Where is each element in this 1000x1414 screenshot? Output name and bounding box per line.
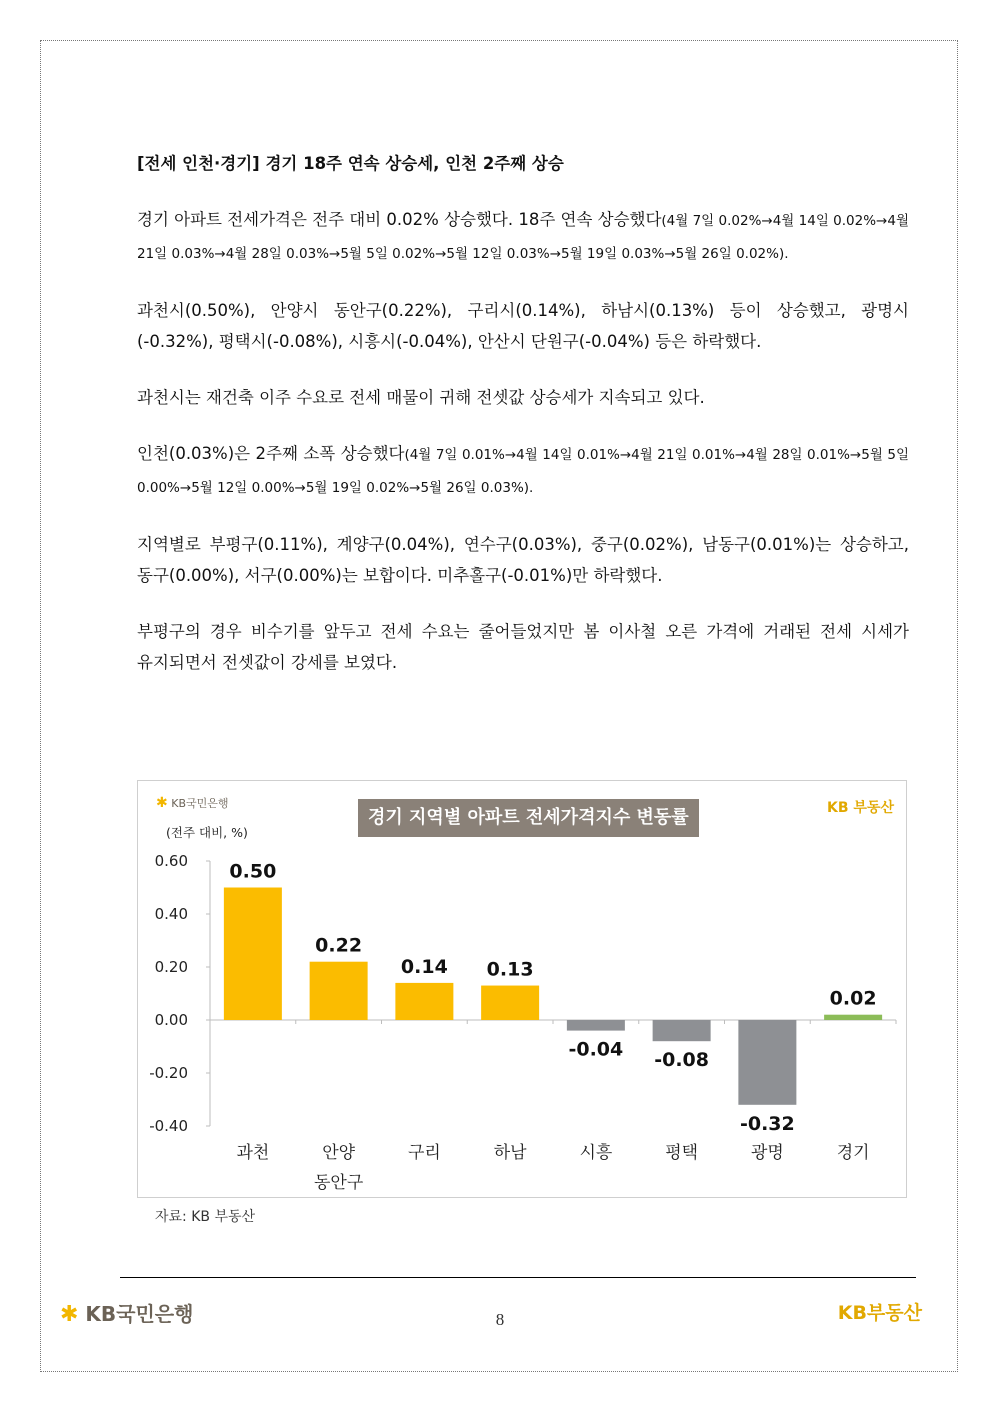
page-number: 8	[495, 1310, 505, 1329]
x-category-label: 과천	[236, 1143, 270, 1163]
y-tick-label: -0.20	[149, 1064, 188, 1082]
paragraph-2: 과천시(0.50%), 안양시 동안구(0.22%), 구리시(0.14%), 하남시(0.13%) 등이 상승했고, 광명시(-0.32%), 평택시(-0.08%), 시흥시(-0.04%), 안산시 단원구(-0.04%) 등은 하락했다.	[137, 301, 909, 351]
data-label: -0.08	[654, 1049, 710, 1072]
data-label: -0.04	[568, 1038, 624, 1061]
data-label: -0.32	[739, 1112, 795, 1135]
y-tick-label: 0.40	[154, 905, 188, 923]
x-category-label: 구리	[407, 1143, 441, 1163]
paragraph-1	[137, 204, 909, 270]
paragraph-1-main: 경기 아파트 전세가격은 전주 대비 0.02% 상승했다. 18주 연속 상승했다	[137, 210, 662, 229]
article-body	[137, 150, 909, 703]
data-label: 0.13	[486, 958, 534, 981]
bar	[481, 986, 539, 1020]
footer-land-logo: KB부동산	[837, 1302, 922, 1324]
x-category-label: 동안구	[313, 1173, 364, 1193]
paragraph-4-detail: (4월 7일 0.01%→4월 14일 0.01%→4월 21일 0.01%→4월 28일 0.01%→5월 5일 0.00%→5월 12일 0.00%→5월 19일 0.02%→5월 26일 0.03%).	[137, 447, 909, 496]
chart-unit-label: (전주 대비, %)	[166, 825, 248, 840]
y-tick-label: 0.60	[154, 852, 188, 870]
data-label: 0.22	[315, 934, 363, 957]
bar	[224, 888, 282, 1021]
data-label: 0.02	[829, 987, 877, 1010]
chart-container	[137, 780, 907, 1198]
footer-divider	[120, 1277, 916, 1278]
x-category-label: 평택	[665, 1143, 699, 1163]
section-heading: [전세 인천·경기] 경기 18주 연속 상승세, 인천 2주째 상승	[137, 154, 564, 173]
x-category-label: 광명	[750, 1143, 784, 1163]
x-category-label: 하남	[493, 1143, 527, 1163]
data-label: 0.50	[229, 860, 277, 883]
x-category-label: 안양	[322, 1143, 356, 1163]
paragraph-3: 과천시는 재건축 이주 수요로 전세 매물이 귀해 전셋값 상승세가 지속되고 있다.	[137, 388, 705, 407]
bar	[567, 1020, 625, 1031]
kb-star-icon: ✱	[60, 1302, 79, 1327]
chart-title: 경기 지역별 아파트 전세가격지수 변동률	[358, 799, 699, 837]
bar	[738, 1020, 796, 1105]
y-tick-label: -0.40	[149, 1117, 188, 1135]
y-tick-label: 0.20	[154, 958, 188, 976]
chart-source: 자료: KB 부동산	[155, 1209, 256, 1225]
x-category-label: 경기	[836, 1143, 870, 1163]
paragraph-5: 지역별로 부평구(0.11%), 계양구(0.04%), 연수구(0.03%), 중구(0.02%), 남동구(0.01%)는 상승하고, 동구(0.00%), 서구(0.00%)는 보합이다. 미추홀구(-0.01%)만 하락했다.	[137, 535, 909, 585]
paragraph-4-main: 인천(0.03%)은 2주째 소폭 상승했다	[137, 444, 405, 463]
kb-star-icon: ✱	[156, 795, 168, 811]
x-category-label: 시흥	[579, 1143, 613, 1163]
bar-chart	[138, 781, 908, 1199]
data-label: 0.14	[400, 955, 448, 978]
bar	[824, 1015, 882, 1020]
footer-bank-name: KB국민은행	[85, 1302, 194, 1326]
y-tick-label: 0.00	[154, 1011, 188, 1029]
bar	[653, 1020, 711, 1041]
chart-bank-logo	[156, 795, 229, 811]
chart-land-logo: KB 부동산	[827, 800, 894, 816]
paragraph-4	[137, 438, 909, 504]
bar	[395, 983, 453, 1020]
chart-bank-name: KB국민은행	[171, 797, 229, 810]
bar	[310, 962, 368, 1020]
paragraph-1-detail: (4월 7일 0.02%→4월 14일 0.02%→4월 21일 0.03%→4월 28일 0.03%→5월 5일 0.02%→5월 12일 0.03%→5월 19일 0.03%→5월 26일 0.02%).	[137, 213, 909, 262]
paragraph-6: 부평구의 경우 비수기를 앞두고 전세 수요는 줄어들었지만 봄 이사철 오른 가격에 거래된 전세 시세가 유지되면서 전셋값이 강세를 보였다.	[137, 622, 909, 672]
